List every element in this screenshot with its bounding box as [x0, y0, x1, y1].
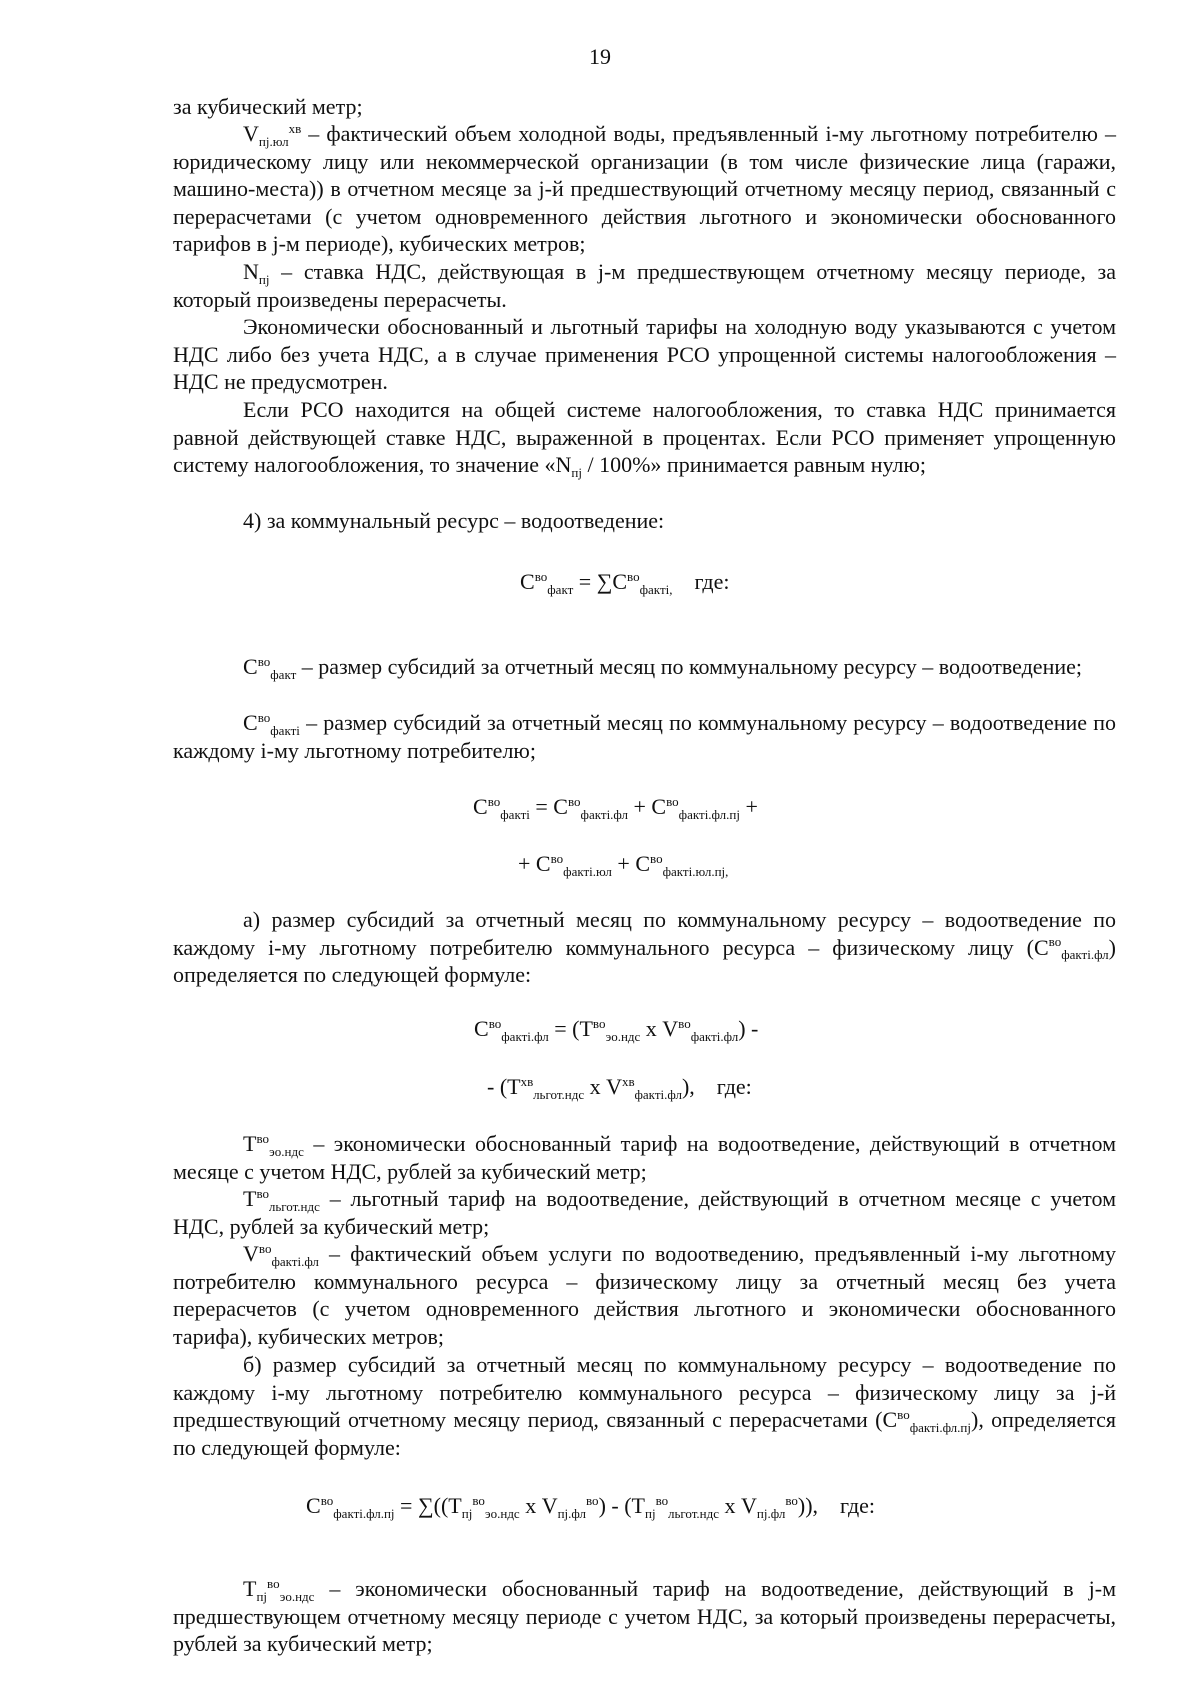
formula-text: ) - (Т	[598, 1493, 645, 1518]
symbol: С	[473, 794, 488, 819]
formula-text: - (Т	[487, 1074, 521, 1099]
subscript: факті.фл	[501, 1028, 549, 1044]
superscript: во	[592, 1015, 606, 1031]
superscript: во	[320, 1492, 334, 1508]
formula-c-fakt	[520, 568, 730, 596]
definition-t-pj-eo-nds	[173, 1575, 1116, 1658]
paragraph-b	[173, 1351, 1116, 1461]
superscript: во	[487, 793, 501, 809]
symbol: С	[474, 1016, 489, 1041]
symbol: Т	[243, 1131, 257, 1156]
subscript: эо.ндс	[485, 1505, 520, 1521]
superscript: во	[627, 568, 640, 584]
paragraph-text: – экономически обоснованный тариф на водоотведение, действующий в отчетном месяце с учетом НДС, рублей за кубический метр;	[173, 1131, 1116, 1184]
subscript: факті	[270, 722, 300, 738]
formula-c-fakti-fl-line1	[474, 1015, 758, 1043]
formula-c-fakti-fl-pj	[306, 1492, 875, 1520]
superscript: во	[666, 793, 679, 809]
subscript: пj	[256, 1588, 268, 1604]
subscript: факті.фл	[580, 806, 629, 822]
subscript: льгот.ндс	[533, 1086, 585, 1102]
symbol: V	[243, 121, 259, 146]
paragraph-text: / 100%» принимается равным нулю;	[581, 452, 927, 478]
superscript: во	[1048, 934, 1062, 950]
paragraph-text: – фактический объем услуги по водоотведению, предъявленный i-му льготному потребителю коммунального ресурса – физическому лицу за отчетный месяц без учета перерасчетов (с учетом одновременного действия льготного и экономически обоснованного тарифа), кубических метров;	[173, 1241, 1116, 1349]
symbol: С	[243, 654, 258, 679]
formula-text: = (Т	[548, 1016, 593, 1041]
paragraph-tariffs-vat	[173, 313, 1116, 396]
formula-text: + С	[611, 851, 651, 876]
formula-c-fakti-line1	[473, 793, 758, 821]
paragraph-text: за кубический метр;	[173, 94, 363, 119]
section-4-heading	[173, 507, 1116, 535]
formula-text: где:	[840, 1493, 876, 1518]
paragraph-text: – размер субсидий за отчетный месяц по коммунальному ресурсу – водоотведение по каждому i-му льготному потребителю;	[173, 710, 1116, 763]
subscript: пj	[644, 1505, 656, 1521]
subscript: факті.фл	[634, 1086, 682, 1102]
subscript: пj.фл	[756, 1505, 786, 1521]
symbol: N	[243, 259, 259, 284]
formula-text: ) -	[738, 1016, 759, 1041]
formula-text: + С	[518, 851, 551, 876]
superscript: во	[256, 1130, 270, 1146]
paragraph-per-cubic-meter	[173, 93, 1116, 121]
formula-text: ),	[681, 1074, 695, 1099]
subscript: факті	[500, 806, 530, 822]
paragraph-text: – фактический объем холодной воды, предъявленный i-му льготному потребителю – юридическому лицу или некоммерческой организации (в том числе физические лица (гаражи, машино-места)) в отчетном месяце за j-й предшествующий отчетному месяцу период, связанный с перерасчетами (с учетом одновременного действия льготного и экономически обоснованного тарифов в j-м периоде), кубических метров;	[173, 121, 1116, 257]
superscript: хв	[622, 1073, 635, 1089]
subscript: факті.фл.пj	[333, 1505, 395, 1521]
paragraph-text: – ставка НДС, действующая в j-м предшествующем отчетному месяцу периоде, за который произведены перерасчеты.	[173, 259, 1116, 312]
formula-text: где:	[716, 1074, 752, 1099]
formula-text: +	[739, 794, 758, 819]
symbol: Т	[243, 1576, 257, 1601]
paragraph-rso-taxation	[173, 396, 1116, 479]
subscript: факті.фл	[271, 1253, 319, 1269]
formula-text: + С	[628, 794, 667, 819]
paragraph-text: ), определяется по следующей формуле:	[173, 1407, 1116, 1460]
subscript: льгот.ндс	[268, 1198, 320, 1214]
superscript: во	[567, 793, 581, 809]
symbol: Т	[243, 1186, 257, 1211]
superscript: во	[586, 1492, 599, 1508]
paragraph-text: 4) за коммунальный ресурс – водоотведение:	[243, 508, 665, 533]
subscript: пj	[461, 1505, 473, 1521]
subscript: факті.юл	[563, 863, 612, 879]
formula-c-fakti-line2	[518, 850, 728, 878]
definition-n-pj	[173, 258, 1116, 313]
subscript: пj.юл	[258, 133, 289, 149]
formula-c-fakti-fl-line2	[487, 1073, 752, 1101]
superscript: во	[472, 1492, 486, 1508]
superscript: во	[655, 1492, 668, 1508]
subscript: факті.юл.пj,	[662, 863, 729, 879]
formula-text: х V	[584, 1074, 623, 1099]
paragraph-text: – льготный тариф на водоотведение, действующий в отчетном месяце с учетом НДС, рублей за кубический метр;	[173, 1186, 1116, 1239]
subscript: льгот.ндс	[667, 1505, 720, 1521]
superscript: во	[897, 1406, 910, 1422]
symbol: С	[306, 1493, 321, 1518]
superscript: во	[678, 1015, 691, 1031]
paragraph-text: ) определяется по следующей формуле:	[173, 934, 1116, 988]
subscript: факт	[270, 666, 297, 682]
formula-text: )),	[797, 1493, 819, 1518]
superscript: во	[256, 1185, 269, 1201]
superscript: во	[257, 653, 271, 669]
formula-text: х V	[519, 1493, 558, 1518]
subscript: эо.ндс	[269, 1143, 304, 1159]
formula-text: = ∑С	[573, 569, 628, 594]
subscript: факті,	[639, 581, 673, 597]
paragraph-text: – размер субсидий за отчетный месяц по коммунальному ресурсу – водоотведение;	[296, 654, 1082, 679]
superscript: хв	[288, 120, 302, 136]
subscript: факті.фл.пj	[909, 1419, 971, 1435]
superscript: во	[785, 1492, 798, 1508]
superscript: во	[550, 850, 564, 866]
subscript: факті.фл	[690, 1028, 739, 1044]
superscript: во	[534, 568, 548, 584]
formula-text: х V	[719, 1493, 757, 1518]
paragraph-text: Если РСО находится на общей системе налогообложения, то ставка НДС принимается равной действующей ставке НДС, выраженной в процентах. Если РСО применяет упрощенную систему налогообложения, то значение «N	[173, 397, 1116, 478]
superscript: во	[267, 1575, 280, 1591]
formula-text: = ∑((Т	[394, 1493, 462, 1518]
definition-c-fakt	[173, 653, 1116, 681]
subscript: эо.ндс	[279, 1588, 315, 1604]
symbol: С	[520, 569, 535, 594]
paragraph-a	[173, 906, 1116, 989]
paragraph-text: б) размер субсидий за отчетный месяц по коммунальному ресурсу – водоотведение по каждому i-му льготному потребителю коммунального ресурса – физическому лицу за j-й предшествующий отчетному месяцу период, связанный с перерасчетами (С	[173, 1352, 1116, 1433]
superscript: во	[650, 850, 663, 866]
subscript: пj	[258, 271, 270, 287]
formula-text: х V	[640, 1016, 679, 1041]
superscript: во	[258, 1240, 272, 1256]
definition-t-lgot-nds	[173, 1185, 1116, 1240]
definition-c-fakti	[173, 709, 1116, 764]
formula-text: где:	[694, 569, 730, 594]
subscript: факт	[547, 581, 574, 597]
superscript: во	[257, 709, 271, 725]
subscript: факті.фл.пj	[678, 806, 740, 822]
paragraph-text: Экономически обоснованный и льготный тарифы на холодную воду указываются с учетом НДС либо без учета НДС, а в случае применения РСО упрощенной системы налогообложения – НДС не предусмотрен.	[173, 314, 1116, 395]
subscript: пj	[571, 464, 582, 480]
superscript: во	[488, 1015, 502, 1031]
paragraph-text: а) размер субсидий за отчетный месяц по коммунальному ресурсу – водоотведение по каждому i-му льготному потребителю коммунального ресурса – физическому лицу (С	[173, 907, 1116, 960]
subscript: факті.фл	[1061, 947, 1109, 963]
definition-t-eo-nds	[173, 1130, 1116, 1185]
formula-text: = С	[529, 794, 568, 819]
superscript: хв	[520, 1073, 534, 1089]
paragraph-text: – экономически обоснованный тариф на водоотведение, действующий в j-м предшествующем отчетному месяцу периоде с учетом НДС, за который произведены перерасчеты, рублей за кубический метр;	[173, 1576, 1116, 1657]
definition-v-fakti-fl	[173, 1240, 1116, 1350]
symbol: С	[243, 710, 258, 735]
page-number: 19	[589, 44, 611, 69]
subscript: эо.ндс	[605, 1028, 641, 1044]
symbol: V	[243, 1241, 259, 1266]
subscript: пj.фл	[557, 1505, 586, 1521]
definition-v-pj-yul	[173, 120, 1116, 258]
